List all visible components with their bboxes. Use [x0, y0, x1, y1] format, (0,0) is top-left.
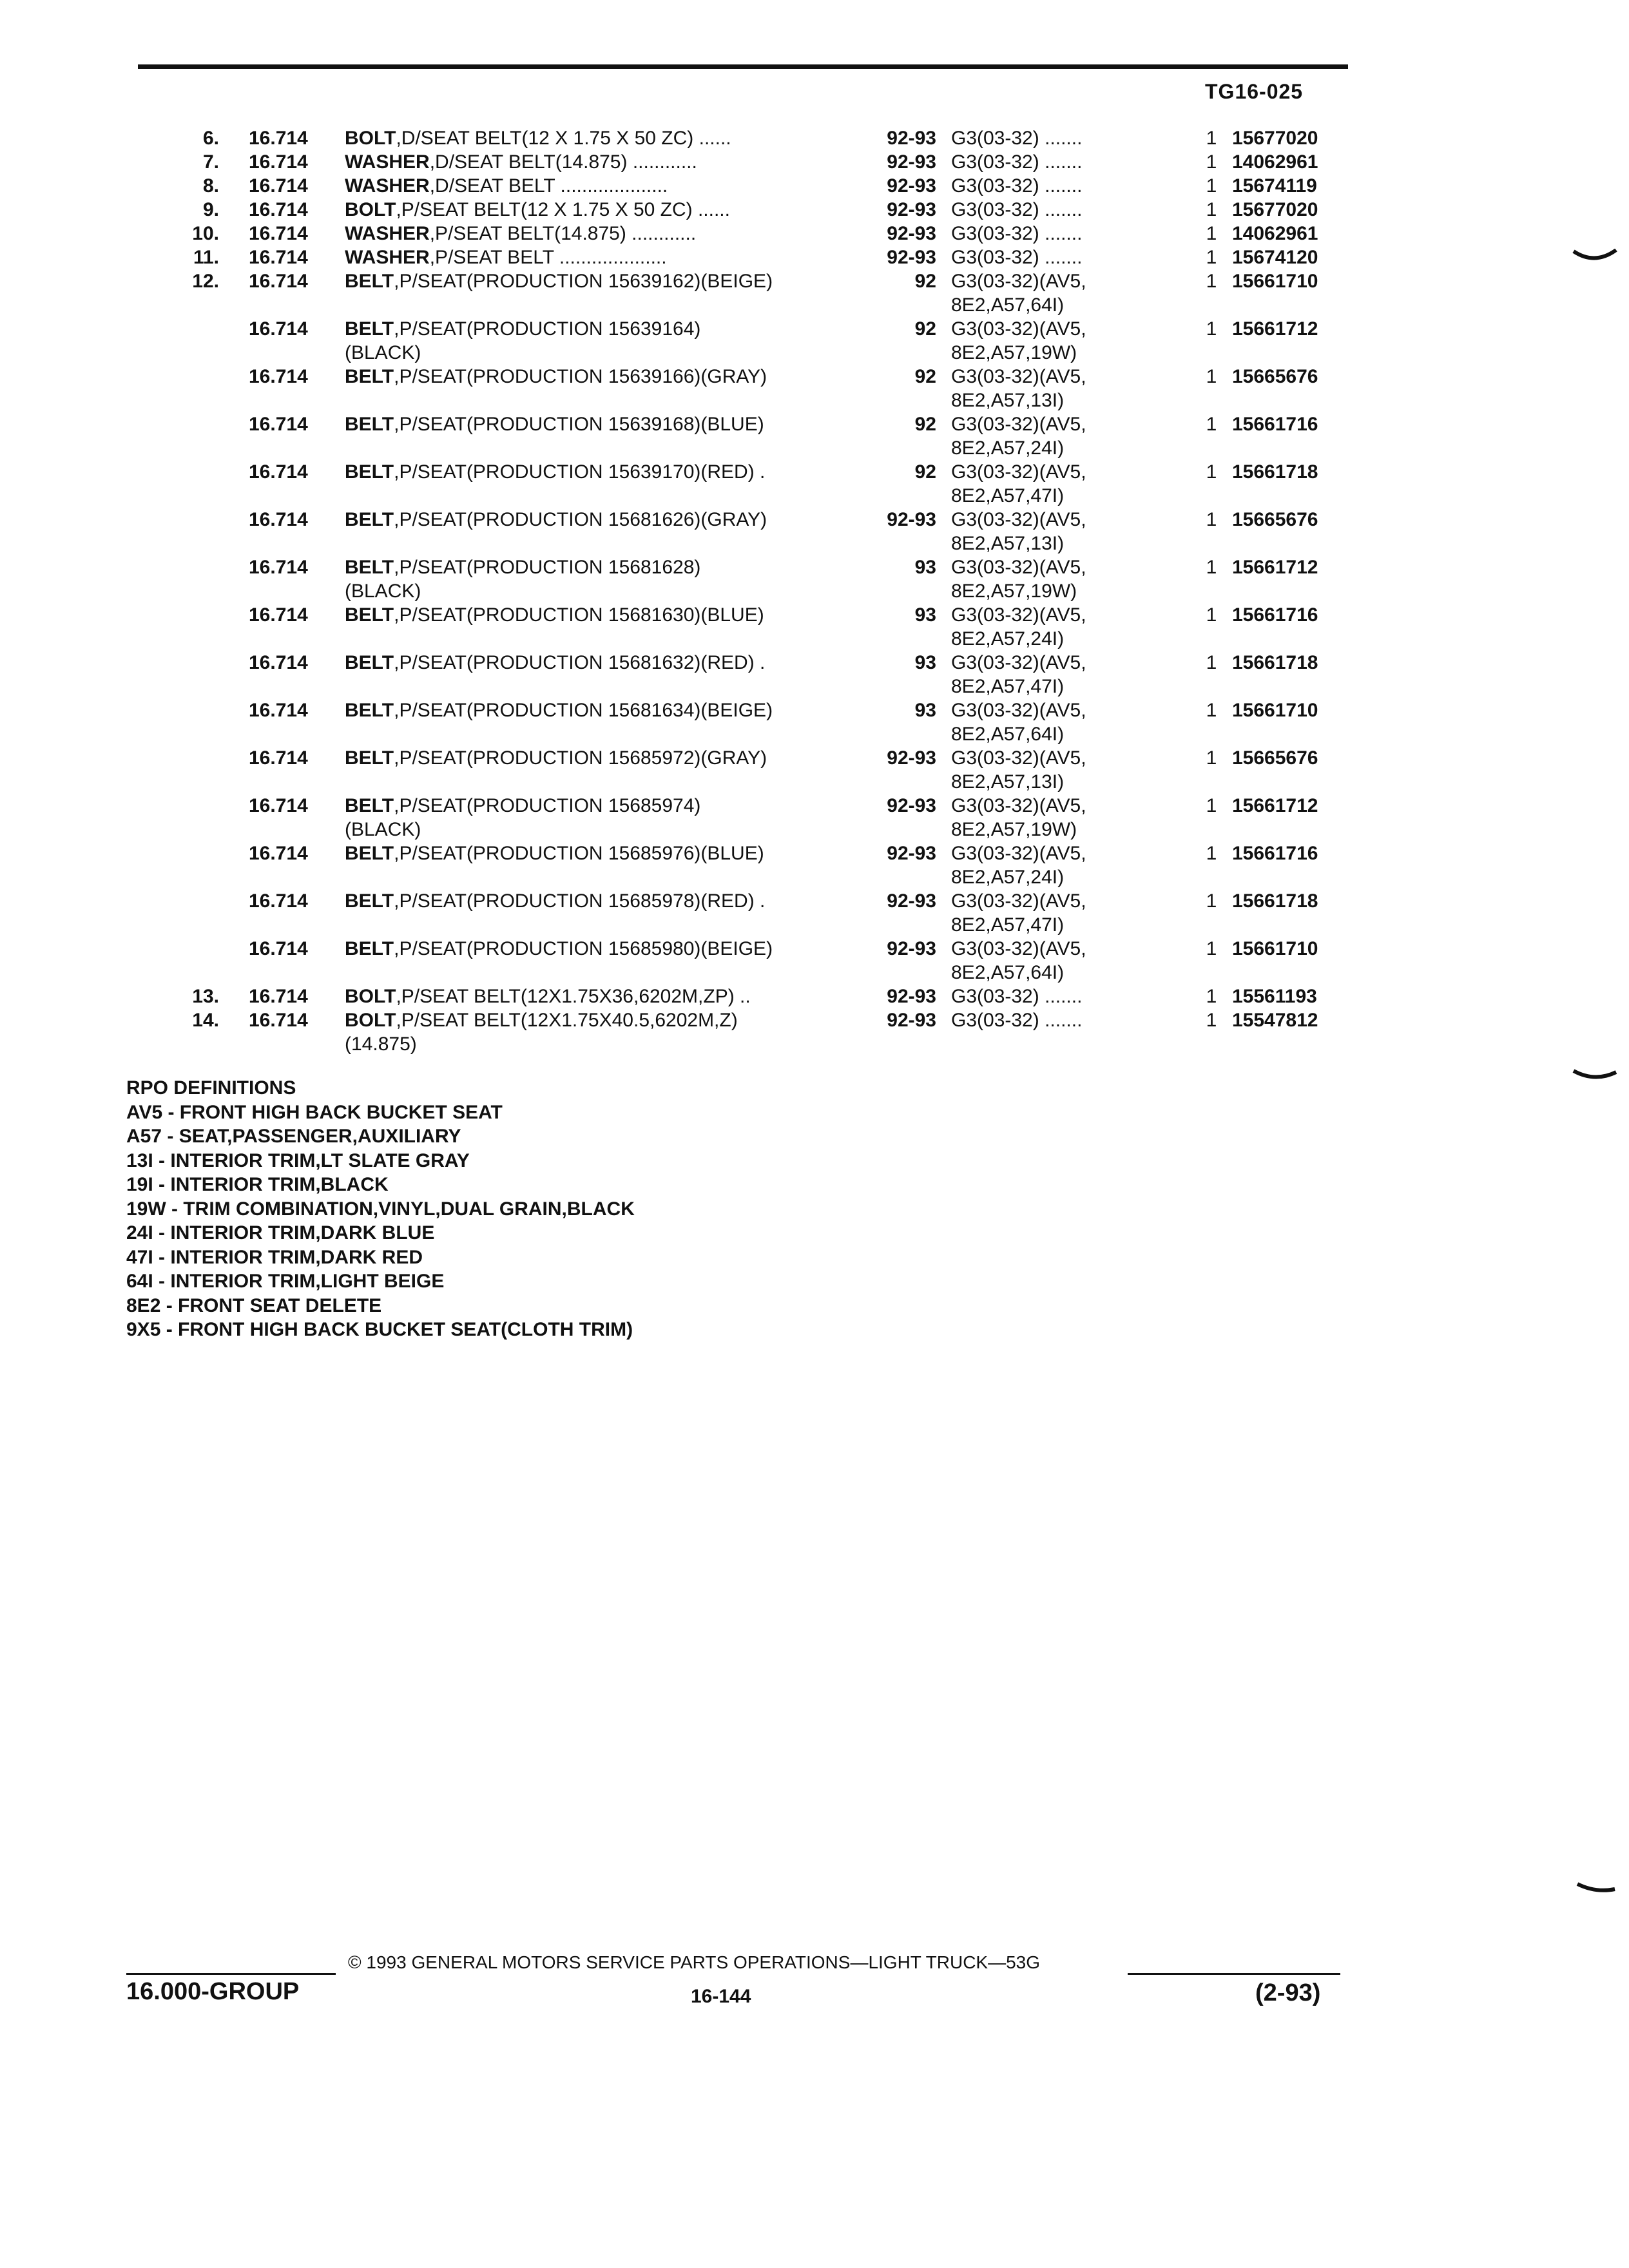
part-number: 15661716	[1232, 414, 1318, 435]
part-detail: ,P/SEAT(PRODUCTION 15639162)(BEIGE)	[394, 271, 773, 292]
part-description	[345, 317, 700, 365]
part-row	[0, 126, 1629, 150]
quantity: 1	[1206, 461, 1217, 483]
part-detail: ,P/SEAT BELT ....................	[429, 247, 667, 268]
part-detail-continued: (14.875)	[345, 1033, 417, 1055]
application-code-line: G3(03-32)(AV5,	[951, 700, 1086, 721]
application-code-continued: 8E2,A57,24I)	[951, 867, 1065, 888]
part-detail: ,P/SEAT BELT(12 X 1.75 X 50 ZC) ......	[396, 199, 730, 220]
model-years: 92-93	[887, 747, 936, 769]
part-description	[345, 150, 697, 174]
part-number: 15661712	[1232, 318, 1318, 340]
rpo-definition: 24I - INTERIOR TRIM,DARK BLUE	[126, 1222, 435, 1244]
application-code-continued: 8E2,A57,64I)	[951, 294, 1065, 316]
group-number: 16.714	[249, 557, 308, 578]
application-code-continued: 8E2,A57,47I)	[951, 485, 1065, 506]
model-years: 92-93	[887, 223, 936, 244]
group-number: 16.714	[249, 461, 308, 483]
application-code	[951, 150, 1082, 174]
part-detail-continued: (BLACK)	[345, 581, 421, 602]
application-code-continued: 8E2,A57,24I)	[951, 628, 1065, 649]
model-years: 92	[914, 366, 936, 387]
model-years: 92-93	[887, 199, 936, 220]
part-number: 15661710	[1232, 938, 1318, 959]
part-row	[0, 603, 1629, 651]
part-name: BELT	[345, 795, 394, 816]
rpo-definition: 8E2 - FRONT SEAT DELETE	[126, 1294, 382, 1316]
sheet-id: TG16-025	[1205, 80, 1304, 103]
application-code-line: G3(03-32)(AV5,	[951, 890, 1086, 912]
part-description	[345, 460, 765, 484]
quantity: 1	[1206, 747, 1217, 769]
part-name: WASHER	[345, 175, 430, 197]
quantity: 1	[1206, 151, 1217, 173]
part-description	[345, 698, 773, 722]
part-row	[0, 985, 1629, 1008]
application-code	[951, 937, 1086, 985]
quantity: 1	[1206, 318, 1217, 340]
group-number: 16.714	[249, 652, 308, 673]
parts-list	[0, 126, 1629, 1056]
part-detail: ,P/SEAT(PRODUCTION 15681628)	[394, 557, 701, 578]
item-index: 8.	[202, 175, 219, 197]
part-detail: ,P/SEAT(PRODUCTION 15639168)(BLUE)	[394, 414, 764, 435]
quantity: 1	[1206, 938, 1217, 959]
part-description	[345, 794, 700, 841]
application-code-continued: 8E2,A57,19W)	[951, 342, 1077, 363]
part-detail: ,P/SEAT(PRODUCTION 15681626)(GRAY)	[394, 509, 767, 530]
quantity: 1	[1206, 843, 1217, 864]
group-number: 16.714	[249, 700, 308, 721]
quantity: 1	[1206, 604, 1217, 626]
rpo-definition: 47I - INTERIOR TRIM,DARK RED	[126, 1246, 423, 1268]
application-code-continued: 8E2,A57,64I)	[951, 724, 1065, 745]
part-name: BELT	[345, 938, 394, 959]
part-row	[0, 937, 1629, 985]
quantity: 1	[1206, 795, 1217, 816]
group-number: 16.714	[249, 151, 308, 173]
application-code-line: G3(03-32)(AV5,	[951, 414, 1086, 435]
part-row	[0, 222, 1629, 245]
model-years: 92-93	[887, 843, 936, 864]
part-number: 15661710	[1232, 271, 1318, 292]
part-detail: ,P/SEAT(PRODUCTION 15685972)(GRAY)	[394, 747, 767, 769]
part-detail: ,P/SEAT BELT(12X1.75X40.5,6202M,Z)	[396, 1010, 738, 1031]
model-years: 93	[914, 604, 936, 626]
application-code	[951, 460, 1086, 508]
group-number: 16.714	[249, 795, 308, 816]
model-years: 92-93	[887, 509, 936, 530]
application-code-line: G3(03-32)(AV5,	[951, 652, 1086, 673]
application-code	[951, 412, 1086, 460]
model-years: 92-93	[887, 795, 936, 816]
item-index: 13.	[192, 986, 219, 1007]
part-number: 15665676	[1232, 366, 1318, 387]
part-detail: ,P/SEAT(PRODUCTION 15685978)(RED) .	[394, 890, 766, 912]
part-detail: ,P/SEAT(PRODUCTION 15639170)(RED) .	[394, 461, 766, 483]
part-name: BELT	[345, 414, 394, 435]
application-code-line: G3(03-32) .......	[951, 175, 1083, 197]
part-detail: ,P/SEAT(PRODUCTION 15639166)(GRAY)	[394, 366, 767, 387]
part-row	[0, 269, 1629, 317]
application-code-line: G3(03-32) .......	[951, 199, 1083, 220]
quantity: 1	[1206, 890, 1217, 912]
part-number: 15547812	[1232, 1010, 1318, 1031]
part-name: BELT	[345, 271, 394, 292]
rpo-title: RPO DEFINITIONS	[126, 1077, 296, 1099]
model-years: 92	[914, 318, 936, 340]
group-number: 16.714	[249, 747, 308, 769]
application-code	[951, 889, 1086, 937]
group-number: 16.714	[249, 938, 308, 959]
part-row	[0, 651, 1629, 698]
part-row	[0, 150, 1629, 174]
part-detail: ,D/SEAT BELT(12 X 1.75 X 50 ZC) ......	[396, 128, 731, 149]
model-years: 93	[914, 700, 936, 721]
part-detail: ,P/SEAT(PRODUCTION 15685980)(BEIGE)	[394, 938, 773, 959]
application-code	[951, 317, 1086, 365]
part-number: 15561193	[1232, 986, 1317, 1007]
application-code-continued: 8E2,A57,47I)	[951, 914, 1065, 936]
part-row	[0, 317, 1629, 365]
part-description	[345, 174, 668, 198]
part-name: BELT	[345, 652, 394, 673]
part-row	[0, 889, 1629, 937]
application-code-continued: 8E2,A57,13I)	[951, 771, 1065, 793]
group-number: 16.714	[249, 986, 308, 1007]
quantity: 1	[1206, 652, 1217, 673]
group-number: 16.714	[249, 318, 308, 340]
part-number: 15661712	[1232, 557, 1318, 578]
application-code-line: G3(03-32)(AV5,	[951, 747, 1086, 769]
application-code-line: G3(03-32) .......	[951, 986, 1083, 1007]
part-name: WASHER	[345, 247, 430, 268]
item-index: 6.	[202, 128, 219, 149]
group-number: 16.714	[249, 890, 308, 912]
item-index: 7.	[202, 151, 219, 173]
part-name: BELT	[345, 509, 394, 530]
application-code-line: G3(03-32)(AV5,	[951, 366, 1086, 387]
part-description	[345, 269, 773, 293]
part-number: 15665676	[1232, 747, 1318, 769]
part-detail: ,P/SEAT BELT(12X1.75X36,6202M,ZP) ..	[396, 986, 751, 1007]
part-row	[0, 460, 1629, 508]
model-years: 92-93	[887, 986, 936, 1007]
copyright-notice: © 1993 GENERAL MOTORS SERVICE PARTS OPERATIONS—LIGHT TRUCK—53G	[348, 1952, 1041, 1972]
part-row	[0, 198, 1629, 222]
quantity: 1	[1206, 128, 1217, 149]
part-name: WASHER	[345, 151, 430, 173]
part-row	[0, 174, 1629, 198]
application-code-line: G3(03-32)(AV5,	[951, 938, 1086, 959]
part-row	[0, 508, 1629, 555]
part-name: BOLT	[345, 986, 396, 1007]
application-code-line: G3(03-32)(AV5,	[951, 843, 1086, 864]
part-row	[0, 412, 1629, 460]
rpo-definitions	[126, 1076, 635, 1342]
quantity: 1	[1206, 271, 1217, 292]
quantity: 1	[1206, 1010, 1217, 1031]
application-code-line: G3(03-32)(AV5,	[951, 318, 1086, 340]
part-name: BOLT	[345, 199, 396, 220]
application-code	[951, 841, 1086, 889]
rpo-definition: A57 - SEAT,PASSENGER,AUXILIARY	[126, 1126, 461, 1147]
part-number: 15661710	[1232, 700, 1318, 721]
application-code-line: G3(03-32) .......	[951, 128, 1083, 149]
application-code	[951, 198, 1082, 222]
group-number: 16.714	[249, 128, 308, 149]
model-years: 92-93	[887, 1010, 936, 1031]
group-number: 16.714	[249, 509, 308, 530]
application-code	[951, 746, 1086, 794]
group-number: 16.714	[249, 199, 308, 220]
rpo-definition: 64I - INTERIOR TRIM,LIGHT BEIGE	[126, 1271, 445, 1292]
part-description	[345, 508, 767, 532]
model-years: 92-93	[887, 128, 936, 149]
application-code	[951, 508, 1086, 555]
application-code-continued: 8E2,A57,64I)	[951, 962, 1065, 983]
quantity: 1	[1206, 414, 1217, 435]
part-detail: ,P/SEAT(PRODUCTION 15685974)	[394, 795, 701, 816]
part-number: 15677020	[1232, 128, 1318, 149]
group-number: 16.714	[249, 223, 308, 244]
item-index: 11.	[193, 247, 219, 268]
application-code-line: G3(03-32) .......	[951, 1010, 1083, 1031]
quantity: 1	[1206, 223, 1217, 244]
application-code-line: G3(03-32) .......	[951, 223, 1083, 244]
part-detail: ,P/SEAT BELT(14.875) ............	[429, 223, 697, 244]
part-detail: ,P/SEAT(PRODUCTION 15681630)(BLUE)	[394, 604, 764, 626]
group-number: 16.714	[249, 366, 308, 387]
quantity: 1	[1206, 700, 1217, 721]
item-index: 14.	[192, 1010, 219, 1031]
part-detail-continued: (BLACK)	[345, 819, 421, 840]
model-years: 92	[914, 461, 936, 483]
part-row	[0, 555, 1629, 603]
application-code-continued: 8E2,A57,47I)	[951, 676, 1065, 697]
part-description	[345, 603, 764, 627]
application-code	[951, 269, 1086, 317]
group-number: 16.714	[249, 247, 308, 268]
part-row	[0, 1008, 1629, 1056]
rpo-definition: 19W - TRIM COMBINATION,VINYL,DUAL GRAIN,BLACK	[126, 1198, 635, 1220]
application-code	[951, 245, 1082, 269]
group-number: 16.714	[249, 604, 308, 626]
part-description	[345, 841, 764, 865]
binder-mark	[1572, 249, 1617, 263]
application-code	[951, 1008, 1082, 1032]
part-detail: ,P/SEAT(PRODUCTION 15681632)(RED) .	[394, 652, 766, 673]
part-description	[345, 198, 730, 222]
part-name: BELT	[345, 318, 394, 340]
quantity: 1	[1206, 247, 1217, 268]
part-number: 14062961	[1232, 151, 1318, 173]
rpo-definition: 19I - INTERIOR TRIM,BLACK	[126, 1174, 389, 1195]
revision-date: (2-93)	[1255, 1979, 1321, 2006]
application-code	[951, 365, 1086, 412]
part-description	[345, 126, 731, 150]
application-code	[951, 555, 1086, 603]
application-code-line: G3(03-32)(AV5,	[951, 557, 1086, 578]
item-index: 9.	[202, 199, 219, 220]
binder-mark	[1576, 1881, 1621, 1896]
group-number: 16.714	[249, 271, 308, 292]
application-code	[951, 985, 1082, 1008]
part-description	[345, 985, 751, 1008]
application-code-continued: 8E2,A57,19W)	[951, 819, 1077, 840]
model-years: 92-93	[887, 175, 936, 197]
application-code-line: G3(03-32)(AV5,	[951, 604, 1086, 626]
application-code-continued: 8E2,A57,24I)	[951, 437, 1065, 459]
application-code-line: G3(03-32)(AV5,	[951, 795, 1086, 816]
model-years: 92-93	[887, 890, 936, 912]
part-number: 15661716	[1232, 843, 1318, 864]
footer-rule-right	[1128, 1973, 1340, 1975]
application-code	[951, 794, 1086, 841]
quantity: 1	[1206, 509, 1217, 530]
part-description	[345, 1008, 738, 1056]
part-name: BOLT	[345, 128, 396, 149]
part-detail-continued: (BLACK)	[345, 342, 421, 363]
part-number: 15661712	[1232, 795, 1318, 816]
part-name: BELT	[345, 604, 394, 626]
page-number: 16-144	[691, 1986, 751, 2007]
application-code	[951, 698, 1086, 746]
part-detail: ,P/SEAT(PRODUCTION 15639164)	[394, 318, 701, 340]
quantity: 1	[1206, 986, 1217, 1007]
model-years: 92	[914, 414, 936, 435]
part-detail: ,P/SEAT(PRODUCTION 15685976)(BLUE)	[394, 843, 764, 864]
application-code	[951, 126, 1082, 150]
part-description	[345, 937, 773, 961]
application-code-continued: 8E2,A57,13I)	[951, 390, 1065, 411]
quantity: 1	[1206, 557, 1217, 578]
group-label: 16.000-GROUP	[126, 1978, 300, 2005]
model-years: 92	[914, 271, 936, 292]
part-number: 15661718	[1232, 890, 1318, 912]
model-years: 92-93	[887, 247, 936, 268]
group-number: 16.714	[249, 414, 308, 435]
part-description	[345, 412, 764, 436]
top-rule	[138, 64, 1348, 69]
application-code-line: G3(03-32)(AV5,	[951, 509, 1086, 530]
footer-rule-left	[126, 1973, 336, 1975]
rpo-items	[126, 1100, 635, 1342]
part-detail: ,D/SEAT BELT(14.875) ............	[429, 151, 697, 173]
part-description	[345, 245, 667, 269]
rpo-definition: 13I - INTERIOR TRIM,LT SLATE GRAY	[126, 1149, 470, 1171]
part-number: 15674119	[1232, 175, 1317, 197]
application-code-line: G3(03-32) .......	[951, 247, 1083, 268]
part-detail: ,P/SEAT(PRODUCTION 15681634)(BEIGE)	[394, 700, 773, 721]
quantity: 1	[1206, 175, 1217, 197]
part-description	[345, 889, 765, 913]
application-code-continued: 8E2,A57,13I)	[951, 533, 1065, 554]
group-number: 16.714	[249, 175, 308, 197]
application-code-line: G3(03-32)(AV5,	[951, 461, 1086, 483]
part-description	[345, 651, 765, 675]
part-description	[345, 555, 700, 603]
model-years: 93	[914, 557, 936, 578]
part-name: WASHER	[345, 223, 430, 244]
application-code	[951, 603, 1086, 651]
model-years: 92-93	[887, 151, 936, 173]
quantity: 1	[1206, 366, 1217, 387]
part-description	[345, 365, 767, 389]
part-name: BELT	[345, 557, 394, 578]
application-code-continued: 8E2,A57,19W)	[951, 581, 1077, 602]
item-index: 10.	[192, 223, 219, 244]
part-row	[0, 365, 1629, 412]
part-number: 15677020	[1232, 199, 1318, 220]
part-number: 15665676	[1232, 509, 1318, 530]
model-years: 92-93	[887, 938, 936, 959]
model-years: 93	[914, 652, 936, 673]
rpo-definition: AV5 - FRONT HIGH BACK BUCKET SEAT	[126, 1101, 503, 1123]
part-name: BELT	[345, 700, 394, 721]
part-number: 15661718	[1232, 461, 1318, 483]
application-code-line: G3(03-32) .......	[951, 151, 1083, 173]
part-row	[0, 746, 1629, 794]
part-description	[345, 222, 696, 245]
application-code	[951, 174, 1082, 198]
application-code	[951, 222, 1082, 245]
part-number: 14062961	[1232, 223, 1318, 244]
part-number: 15674120	[1232, 247, 1318, 268]
part-row	[0, 698, 1629, 746]
part-row	[0, 794, 1629, 841]
application-code-line: G3(03-32)(AV5,	[951, 271, 1086, 292]
rpo-definition: 9X5 - FRONT HIGH BACK BUCKET SEAT(CLOTH TRIM)	[126, 1319, 633, 1340]
application-code	[951, 651, 1086, 698]
part-row	[0, 245, 1629, 269]
binder-mark	[1572, 1068, 1617, 1082]
group-number: 16.714	[249, 843, 308, 864]
part-detail: ,D/SEAT BELT ....................	[429, 175, 668, 197]
part-name: BELT	[345, 890, 394, 912]
part-row	[0, 841, 1629, 889]
part-name: BELT	[345, 366, 394, 387]
part-name: BELT	[345, 843, 394, 864]
part-description	[345, 746, 767, 770]
part-name: BELT	[345, 461, 394, 483]
part-number: 15661718	[1232, 652, 1318, 673]
part-name: BOLT	[345, 1010, 396, 1031]
part-name: BELT	[345, 747, 394, 769]
part-number: 15661716	[1232, 604, 1318, 626]
item-index: 12.	[192, 271, 219, 292]
group-number: 16.714	[249, 1010, 308, 1031]
quantity: 1	[1206, 199, 1217, 220]
